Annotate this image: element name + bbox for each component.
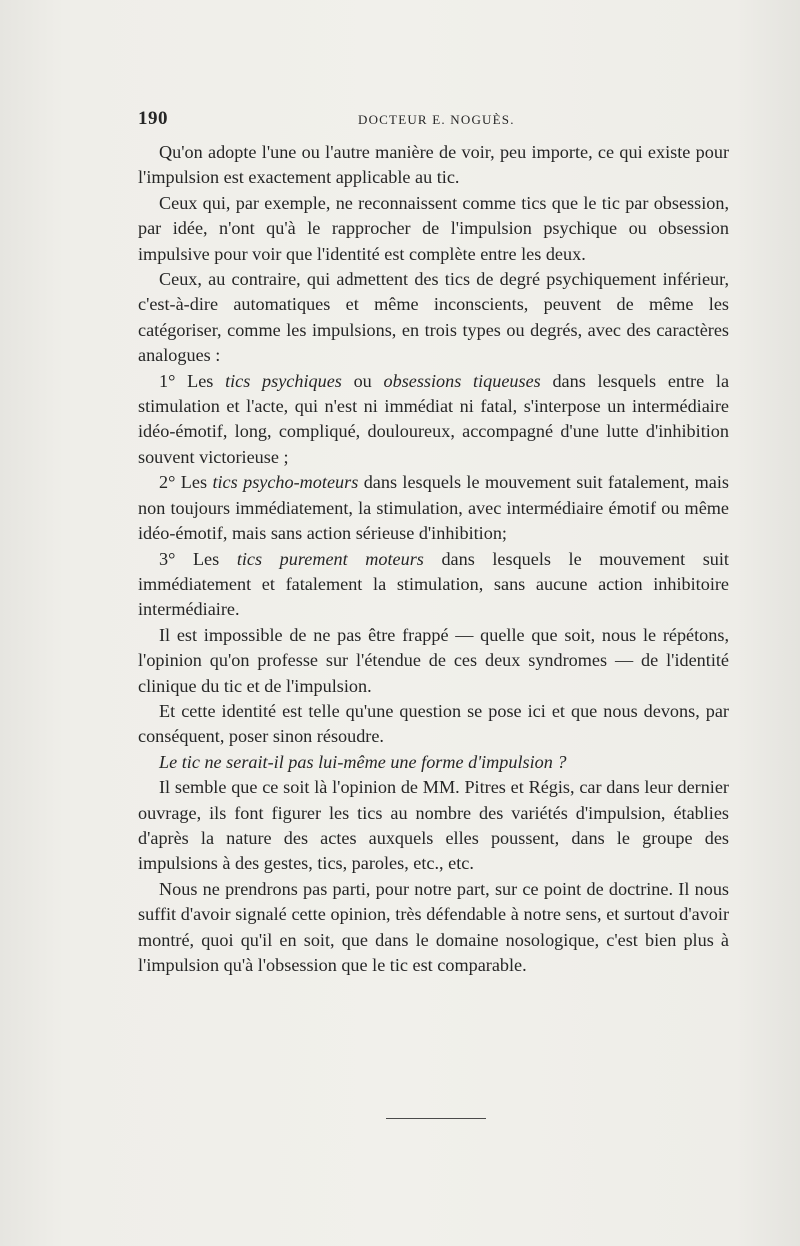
paragraph: Ceux, au contraire, qui admettent des tics de degré psychiquement inférieur, c'est-à-dire automatiques et même inconscients, peuvent de même les catégoriser, comme les impulsions, en trois types ou degrés, avec des caractères analogues : [138, 269, 729, 366]
term-obsessions-tiqueuses: obsessions tiqueuses [383, 370, 541, 391]
list-item-tics-psychiques [138, 369, 729, 471]
item-prefix: 3° Les [159, 548, 237, 569]
item-body: dans lesquels le mouvement suit immédiatement et fatalement la stimulation, sans aucune action inhibitoire intermédiaire. [138, 548, 729, 620]
term-tics-purement-moteurs: tics purement moteurs [236, 548, 424, 569]
paragraph: Nous ne prendrons pas parti, pour notre part, sur ce point de doctrine. Il nous suffit d'avoir signalé cette opinion, très défendable à notre sens, et surtout d'avoir montré, quoi qu'il en soit, que dans le domaine nosologique, c'est bien plus à l'impulsion qu'à l'obsession que le tic est comparable. [138, 878, 729, 975]
term-tics-psychiques: tics psychiques [225, 370, 342, 391]
body-text [138, 140, 729, 978]
item-body: dans lesquels le mouvement suit fatalement, mais non toujours immédiatement, la stimulation, avec intermédiaire émotif ou même idéo-émotif, mais sans action sérieuse d'inhibition; [138, 472, 729, 544]
page-number: 190 [138, 108, 168, 129]
item-body: dans lesquels entre la stimulation et l'acte, qui n'est ni immédiat ni fatal, s'interpose un intermédiaire idéo-émotif, long, compliqué, douloureux, accompagné d'une lutte d'inhibition souvent victorieuse ; [138, 370, 730, 467]
paragraph: Il est impossible de ne pas être frappé — quelle que soit, nous le répétons, l'opinion qu'on professe sur l'étendue de ces deux syndromes — de l'identité clinique du tic et de l'impulsion. [138, 624, 729, 696]
item-connector: ou [341, 370, 384, 391]
page-header [138, 108, 729, 134]
term-tics-psycho-moteurs: tics psycho-moteurs [212, 472, 359, 493]
paragraph: Et cette identité est telle qu'une question se pose ici et que nous devons, par conséquent, poser sinon résoudre. [138, 700, 729, 747]
list-item-tics-psycho-moteurs [138, 470, 729, 546]
paragraph: Ceux qui, par exemple, ne reconnaissent comme tics que le tic par obsession, par idée, n'ont qu'à le rapprocher de l'impulsion psychique ou obsession impulsive pour voir que l'identité est complète entre les deux. [138, 192, 729, 264]
running-title: DOCTEUR E. NOGUÈS. [358, 112, 515, 127]
question-text: Le tic ne serait-il pas lui-même une forme d'impulsion ? [159, 751, 567, 772]
item-prefix: 2° Les [159, 472, 213, 493]
list-item-tics-purement-moteurs [138, 547, 729, 623]
item-prefix: 1° Les [159, 370, 226, 391]
paragraph: Qu'on adopte l'une ou l'autre manière de voir, peu importe, ce qui existe pour l'impulsion est exactement applicable au tic. [138, 142, 729, 188]
italic-question [138, 750, 729, 775]
paragraph: Il semble que ce soit là l'opinion de MM. Pitres et Régis, car dans leur dernier ouvrage, ils font figurer les tics au nombre des variétés d'impulsion, établies d'après la nature des actes auxquels elles poussent, dans le groupe des impulsions à des gestes, tics, paroles, etc., etc. [138, 777, 729, 874]
section-end-rule [386, 1118, 486, 1119]
